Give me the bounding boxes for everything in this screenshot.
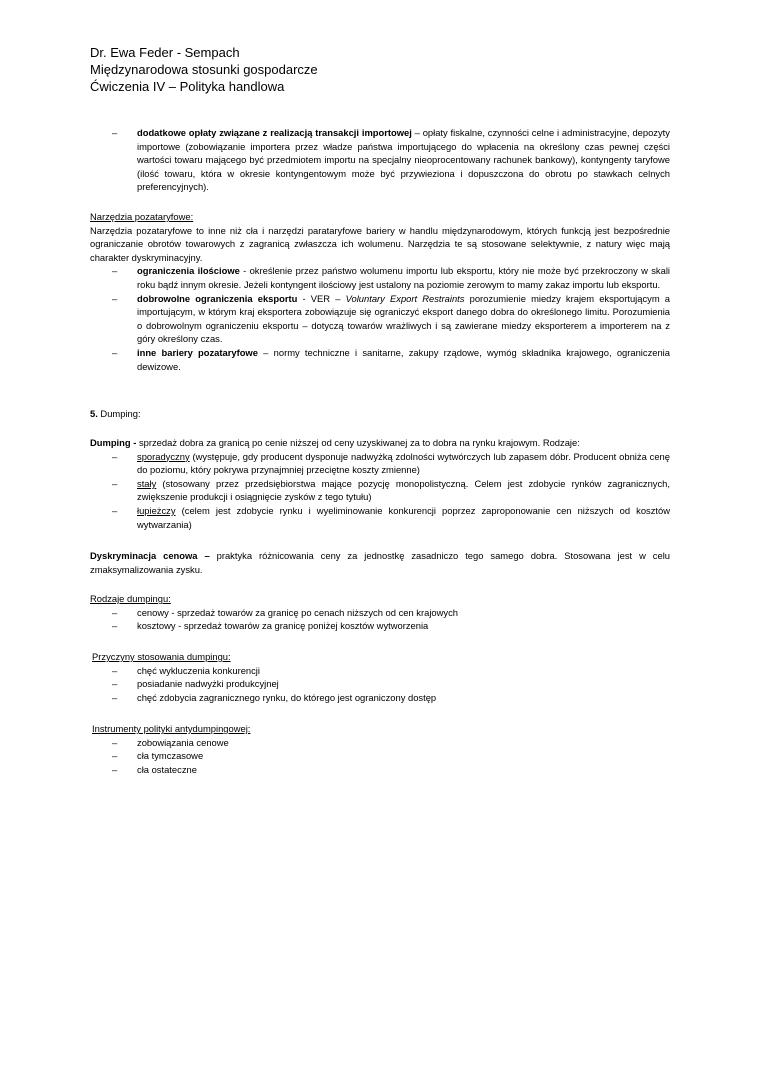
list-item: – zobowiązania cenowe — [90, 736, 670, 750]
list-item-bold: dodatkowe opłaty związane z realizacją transakcji importowej — [137, 127, 412, 138]
list-item-italic: Voluntary Export Restraints — [345, 292, 465, 304]
list-item — [90, 477, 670, 504]
instrumenty-section — [90, 722, 670, 776]
list-item: – posiadanie nadwyżki produkcyjnej — [90, 677, 670, 691]
list-item-underlined: sporadyczny — [137, 450, 190, 462]
list-item — [90, 264, 670, 291]
section-heading: Przyczyny stosowania dumpingu: — [92, 651, 231, 662]
list-item-underlined: łupieżczy — [137, 504, 176, 516]
list-item — [90, 292, 670, 346]
dyskryminacja-definition — [90, 549, 670, 576]
term-bold: Dumping - — [90, 437, 137, 448]
list-item: – cła ostateczne — [90, 763, 670, 777]
list-item-bold: inne bariery pozataryfowe — [137, 346, 258, 358]
section-heading: Rodzaje dumpingu: — [90, 593, 171, 604]
dumping-definition — [90, 436, 670, 531]
list-item — [90, 504, 670, 531]
list-item-bold: ograniczenia ilościowe — [137, 265, 240, 277]
list-item-underlined: stały — [137, 477, 157, 489]
list-item: – chęć zdobycia zagranicznego rynku, do którego jest ograniczony dostęp — [90, 691, 670, 705]
section-heading: Instrumenty polityki antydumpingowej: — [92, 723, 251, 734]
term-text: praktyka różnicowania ceny za jednostkę zasadniczo tego samego dobra. Stosowana jest w celu zmaksymalizowania zysku. — [90, 550, 671, 575]
page-header — [90, 44, 318, 95]
pozataryfowe-section — [90, 210, 670, 373]
list-item: – kosztowy - sprzedaż towarów za granicę poniżej kosztów wytworzenia — [90, 619, 670, 633]
definition-text — [90, 436, 670, 450]
topic-line: Ćwiczenia IV – Polityka handlowa — [90, 79, 285, 94]
rodzaje-section — [90, 592, 670, 633]
list-item-text: - określenie przez państwo wolumenu importu lub eksportu, który nie może być przekroczony w skali roku bądź innym okresie. Jeżeli kontyngent ilościowy jest ustalony na poziomie zerowym to mamy zakaz importu lub eksportu. — [137, 265, 670, 290]
przyczyny-section — [90, 650, 670, 704]
list-item-text: – normy techniczne i sanitarne, zakupy rządowe, wymóg składnika krajowego, ograniczenia dewizowe. — [137, 346, 670, 372]
list-item — [90, 450, 670, 477]
dumping-section-heading — [90, 407, 670, 421]
term-bold: Dyskryminacja cenowa – — [90, 550, 210, 561]
top-list — [90, 126, 670, 194]
term-text: sprzedaż dobra za granicą po cenie niższej od ceny uzyskiwanej za to dobra na rynku krajowym. Rodzaje: — [136, 437, 580, 448]
list-item: – cła tymczasowe — [90, 749, 670, 763]
list-item: – chęć wykluczenia konkurencji — [90, 664, 670, 678]
list-item — [90, 346, 670, 373]
section-title: Dumping: — [97, 408, 141, 419]
list-item-text: (stosowany przez przedsiębiorstwa mające pozycję monopolistyczną. Celem jest zdobycie rynków zagranicznych, zwiększenie produkcji i osiągnięcie zysków z tego tytułu) — [137, 477, 670, 503]
list-item — [90, 126, 670, 194]
list-item-bold: dobrowolne ograniczenia eksportu — [137, 292, 298, 304]
list-item-text: (występuje, gdy producent dysponuje nadwyżką zdolności wytwórczych lub zapasem dóbr. Producent obniża cenę do poziomu, który pokrywa przynajmniej przeciętne koszty zmienne) — [137, 450, 670, 476]
list-item: – cenowy - sprzedaż towarów za granicę po cenach niższych od cen krajowych — [90, 606, 670, 620]
list-item-text: - VER – — [297, 292, 346, 304]
section-intro: Narzędzia pozataryfowe to inne niż cła i narzędzi parataryfowe bariery w handlu międzynarodowym, których funkcją jest bezpośrednie ograniczanie obrotów towarowych z zagranicą zwłaszcza ich wolumenu. Narzędzia te są stosowane selektywnie, z natury więc mają charakter dyskryminacyjny. — [90, 224, 670, 263]
list-item-text: porozumienie miedzy krajem eksportującym a importującym, w którym kraj eksportera zobowiązuje się ograniczyć eksport danego dobra do określonego limitu. Porozumienia o dobrowolnym ograniczeniu eksportu – dotyczą towarów wrażliwych i są zawierane miedzy eksporterem a importerem na z góry określony czas. — [137, 292, 671, 345]
author-line: Dr. Ewa Feder - Sempach — [90, 45, 240, 60]
course-line: Międzynarodowa stosunki gospodarcze — [90, 62, 318, 77]
section-heading: Narzędzia pozataryfowe: — [90, 211, 194, 222]
list-item-text: (celem jest zdobycie rynku i wyeliminowanie konkurencji poprzez zaproponowanie cen niższych od kosztów wytwarzania) — [137, 504, 670, 530]
list-item-text: – opłaty fiskalne, czynności celne i administracyjne, depozyty importowe (zobowiązanie importera przez władze państwa importującego do wpłacenia na określony czas pewnej części wartości towaru mającego być przedmiotem importu na specjalny nieoprocentowany rachunek bankowy), kontyngenty taryfowe (ilość towaru, która w okresie kontyngentowym może być przywieziona i dopuszczona do obrotu po stawkach celnych preferencyjnych). — [137, 127, 670, 193]
section-number: 5. — [90, 408, 98, 419]
